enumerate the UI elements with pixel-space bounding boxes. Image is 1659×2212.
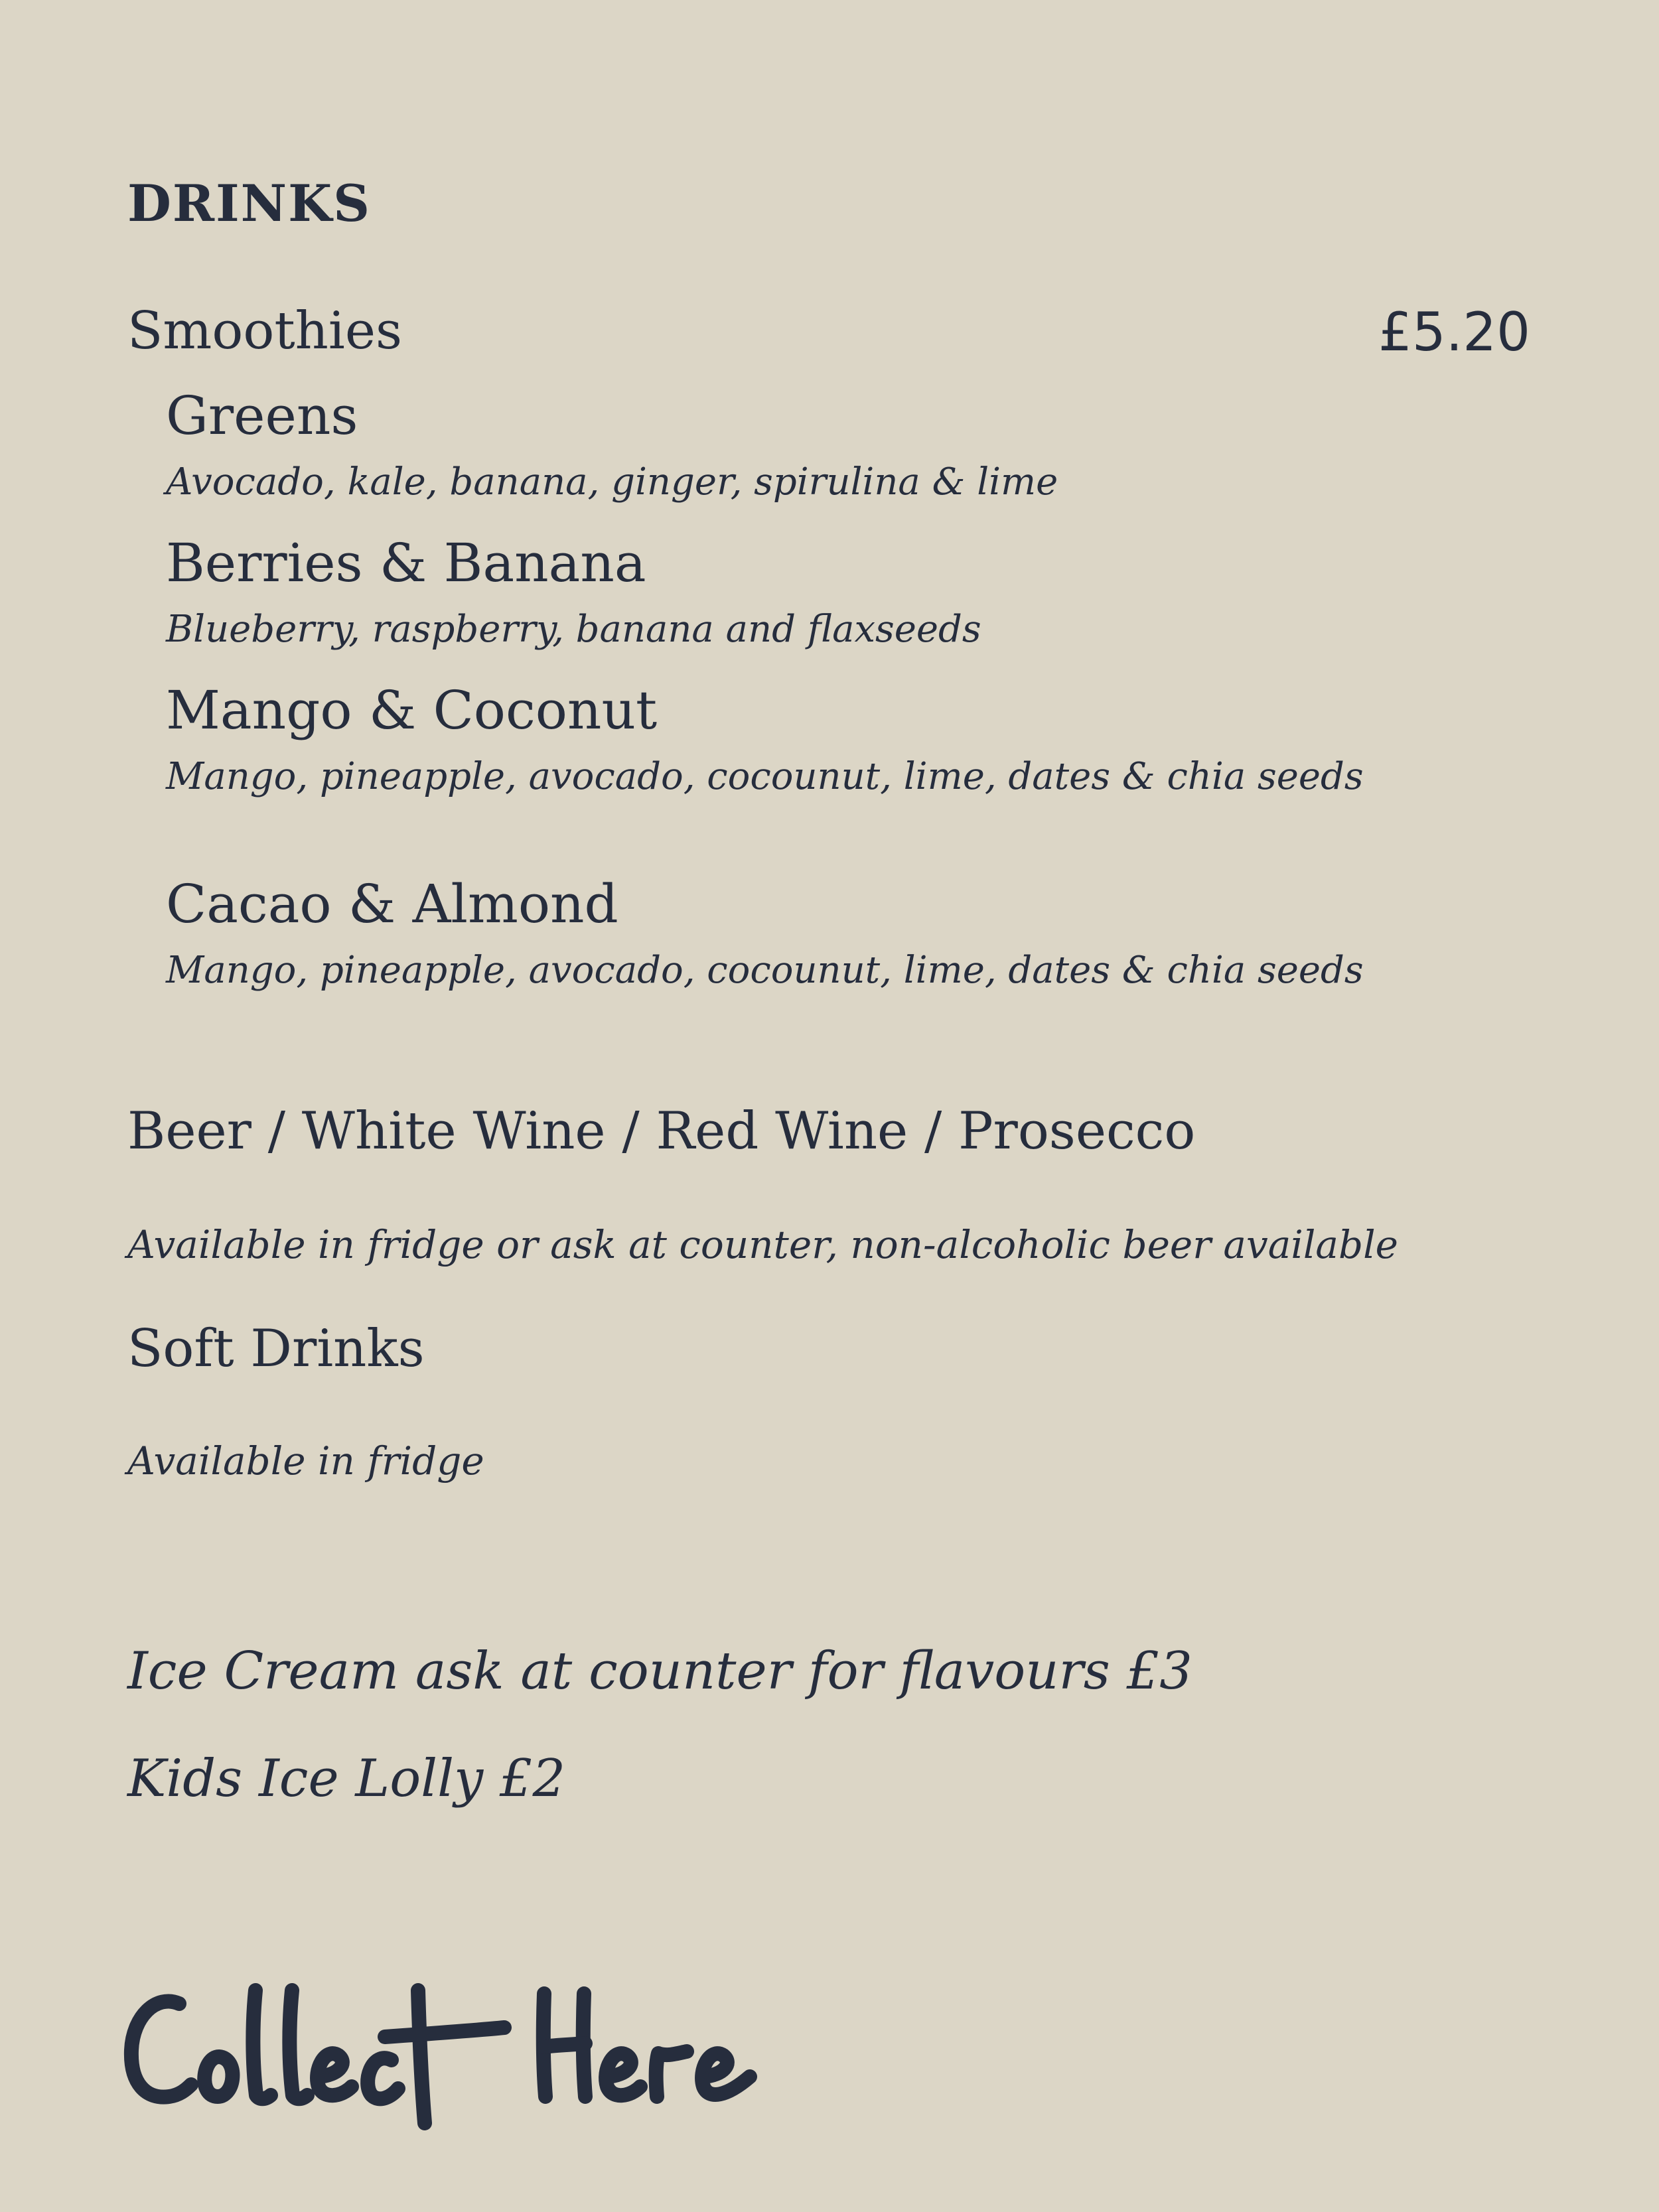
ice-cream-line: Ice Cream ask at counter for flavours £3 [127,1641,1192,1701]
alcohol-note: Available in fridge or ask at counter, non-alcoholic beer available [127,1222,1398,1267]
smoothie-name: Greens [166,385,358,447]
smoothie-description: Blueberry, raspberry, banana and flaxseeds [166,608,981,651]
section-title: DRINKS [127,174,372,233]
alcohol-heading: Beer / White Wine / Red Wine / Prosecco [127,1101,1196,1161]
collect-here-signature [119,1964,796,2136]
smoothie-name: Berries & Banana [166,532,646,594]
soft-drinks-heading: Soft Drinks [127,1319,425,1379]
smoothies-price: £5.20 [1378,301,1530,363]
soft-drinks-note: Available in fridge [127,1438,484,1484]
smoothie-description: Mango, pineapple, avocado, cocounut, lime, dates & chia seeds [166,755,1364,798]
smoothie-name: Cacao & Almond [166,873,618,935]
ice-lolly-line: Kids Ice Lolly £2 [127,1749,566,1809]
smoothies-heading: Smoothies [127,301,403,361]
smoothie-name: Mango & Coconut [166,679,658,741]
collect-here-lettering [119,1964,796,2139]
smoothie-description: Avocado, kale, banana, ginger, spirulina & lime [166,460,1058,504]
smoothie-description: Mango, pineapple, avocado, cocounut, lime, dates & chia seeds [166,949,1364,992]
